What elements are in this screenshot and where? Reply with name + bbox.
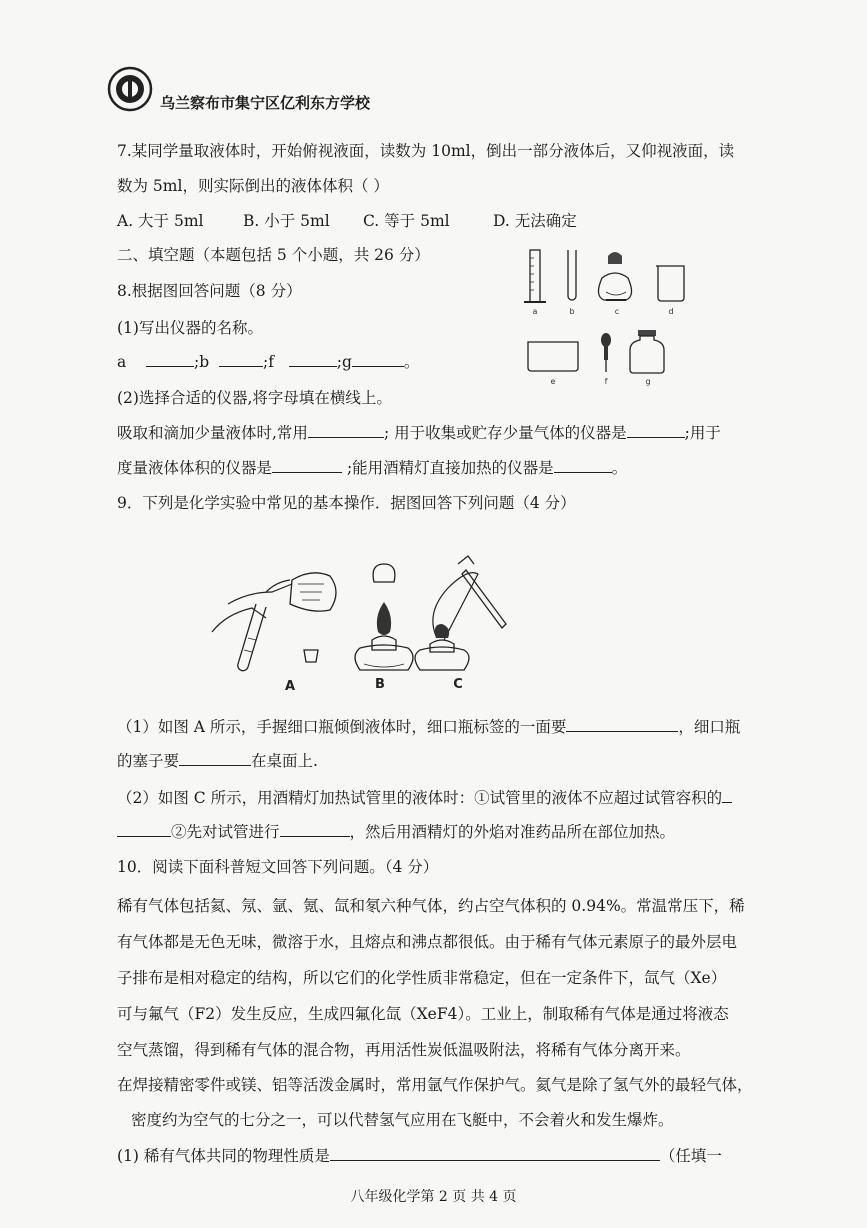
svg-text:b: b (569, 307, 575, 316)
graduated-cylinder-icon (524, 250, 546, 302)
q8-line4: 度量液体体积的仪器是 ;能用酒精灯直接加热的仪器是 。 (117, 459, 628, 477)
alcohol-lamp-icon (598, 252, 631, 300)
label-f: ;f (262, 353, 274, 371)
q8-part2: (2)选择合适的仪器,将字母填在横线上。 (117, 389, 392, 407)
page-footer: 八年级化学第 2 页 共 4 页 (350, 1189, 517, 1205)
label-g: ;g (336, 353, 352, 371)
svg-text:A: A (284, 679, 296, 694)
q10-passage-line: 子排布是相对稳定的结构，所以它们的化学性质非常稳定，但在一定条件下，氙气（Xe） (117, 969, 727, 987)
answer-blank-measure[interactable] (272, 458, 342, 473)
q10-passage-line: 稀有气体包括氦、氖、氩、氪、氙和氡六种气体，约占空气体积的 0.94%。常温常压下，稀 (117, 897, 745, 915)
q10-passage-line: 密度约为空气的七分之一，可以代替氢气应用在飞艇中，不会着火和发生爆炸。 (131, 1111, 674, 1129)
svg-text:a: a (532, 307, 538, 316)
answer-blank-gas-collect[interactable] (627, 423, 685, 438)
q7-line2: 数为 5ml，则实际倒出的液体体积（ ） (117, 177, 389, 195)
q10-passage-line: 有气体都是无色无味，微溶于水，且熔点和沸点都很低。由于稀有气体元素原子的最外层电 (117, 933, 738, 951)
svg-text:e: e (550, 377, 556, 386)
q9-p1-line2: 的塞子要 在桌面上. (117, 752, 318, 770)
pouring-liquid-icon (212, 573, 336, 671)
q8-line3: 吸取和滴加少量液体时,常用 ; 用于收集或贮存少量气体的仪器是 ;用于 (117, 424, 721, 442)
answer-blank-dropper[interactable] (308, 423, 384, 438)
q9-p1-line1: （1）如图 A 所示，手握细口瓶倾倒液体时，细口瓶标签的一面要 ，细口瓶 (117, 718, 741, 736)
beaker-icon (656, 266, 684, 301)
q9-operations-figure (208, 540, 528, 700)
q7-line1: 7.某同学量取液体时，开始俯视液面，读数为 10ml，倒出一部分液体后，又仰视液面，读 (117, 142, 735, 160)
trough-icon (528, 342, 578, 371)
heating-test-tube-icon (415, 556, 506, 670)
svg-text:C: C (453, 677, 463, 692)
school-logo (107, 66, 153, 112)
answer-blank-preheat[interactable] (280, 822, 350, 837)
answer-blank-stopper[interactable] (179, 751, 251, 766)
answer-blank-b[interactable] (219, 352, 263, 367)
q9-p2-line1: （2）如图 C 所示，用酒精灯加热试管里的液体时：①试管里的液体不应超过试管容积的 (117, 786, 732, 808)
label-b: ;b (193, 353, 210, 371)
q10-title: 10．阅读下面科普短文回答下列问题。（4 分） (117, 858, 439, 876)
svg-text:d: d (668, 307, 674, 316)
q7-option-d: D. 无法确定 (493, 212, 577, 230)
q8-part1: (1)写出仪器的名称。 (117, 319, 263, 337)
q8-title: 8.根据图回答问题（8 分） (117, 282, 302, 300)
svg-text:B: B (375, 677, 385, 692)
q10-passage-line: 在焊接精密零件或镁、铝等活泼金属时，常用氩气作保护气。氦气是除了氢气外的最轻气体， (117, 1076, 753, 1094)
q10-passage-line: 可与氟气（F2）发生反应，生成四氟化氙（XeF4）。工业上，制取稀有气体是通过将液态 (117, 1005, 729, 1023)
section-title: 二、填空题（本题包括 5 个小题，共 26 分） (117, 246, 430, 264)
svg-text:c: c (614, 307, 620, 316)
q7-option-a: A. 大于 5ml (117, 212, 204, 230)
q8-instruments-figure (520, 244, 700, 390)
answer-blank-a[interactable] (146, 352, 194, 367)
q7-option-c: C. 等于 5ml (363, 212, 450, 230)
q9-p2-line2: ②先对试管进行 ，然后用酒精灯的外焰对准药品所在部位加热。 (117, 820, 675, 842)
svg-text:f: f (604, 377, 608, 386)
answer-blank-physical-property[interactable] (330, 1146, 660, 1161)
q8-blanks-line: a ;b ;f ;g 。 (117, 353, 420, 371)
alcohol-lamp-cap-icon (355, 564, 413, 670)
answer-blank-heat[interactable] (554, 458, 612, 473)
label-a: a (117, 353, 127, 371)
q10-p1: (1) 稀有气体共同的物理性质是 （任填一 (117, 1147, 722, 1165)
school-name: 乌兰察布市集宁区亿利东方学校 (160, 94, 371, 112)
answer-blank-g[interactable] (352, 352, 404, 367)
answer-blank-volume[interactable] (117, 822, 171, 837)
q9-title: 9．下列是化学实验中常见的基本操作．据图回答下列问题（4 分） (117, 494, 576, 512)
q7-option-b: B. 小于 5ml (243, 212, 330, 230)
test-tube-icon (568, 250, 576, 300)
gas-bottle-icon (630, 330, 664, 373)
q10-passage-line: 空气蒸馏，得到稀有气体的混合物，再用活性炭低温吸附法，将稀有气体分离开来。 (117, 1041, 691, 1059)
dropper-icon (601, 333, 611, 372)
svg-text:g: g (645, 377, 651, 386)
answer-blank-label[interactable] (566, 717, 678, 732)
answer-blank-f[interactable] (289, 352, 337, 367)
